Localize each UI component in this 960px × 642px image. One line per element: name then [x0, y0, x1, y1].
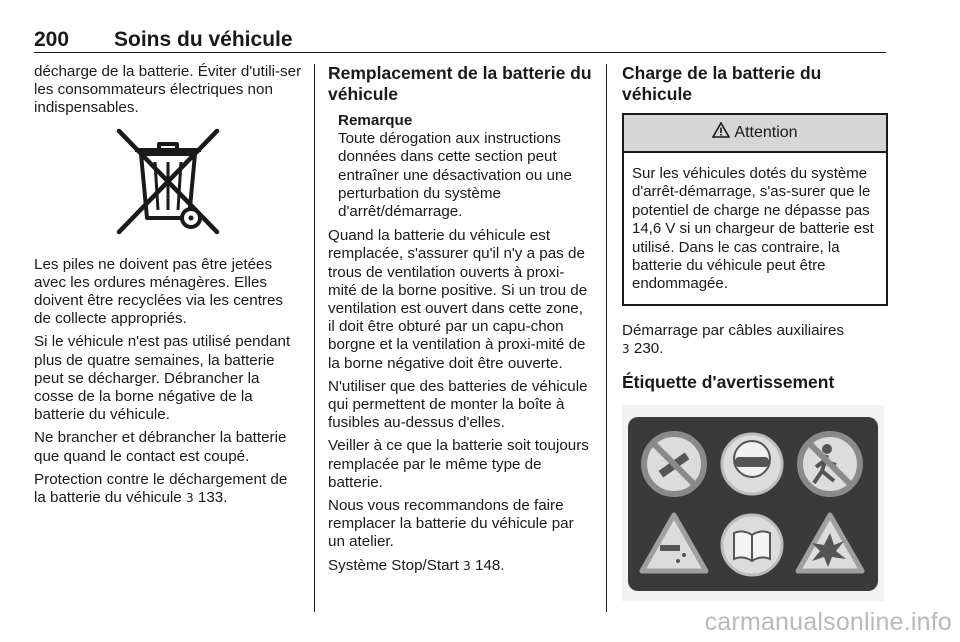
section-title: Soins du véhicule — [114, 28, 293, 51]
paragraph-text: Système Stop/Start — [328, 556, 459, 574]
section-heading: Étiquette d'avertissement — [622, 372, 835, 393]
crossed-out-bin-icon — [34, 126, 302, 238]
page-reference[interactable]: 230. — [633, 340, 664, 358]
attention-header — [624, 115, 886, 153]
page-number: 200 — [34, 28, 70, 51]
paragraph: Si le véhicule n'est pas utilisé pendant plus de quatre semaines, la batterie peut se décharger. Débrancher la cosse de la borne négative de la batterie du véhicule. — [34, 333, 291, 424]
column-divider-2 — [606, 64, 607, 612]
header-rule — [34, 52, 886, 53]
page-reference[interactable]: 148. — [474, 556, 505, 574]
attention-box — [622, 113, 888, 306]
page-reference-symbol: 3 — [463, 558, 471, 573]
paragraph: décharge de la batterie. Éviter d'utili-ser les consommateurs électriques non indispensables. — [34, 63, 302, 117]
paragraph: Veiller à ce que la batterie soit toujours remplacée par le même type de batterie. — [328, 437, 589, 491]
paragraph: Les piles ne doivent pas être jetées avec les ordures ménagères. Elles doivent être recyclées via les centres de collecte appropriés. — [34, 255, 284, 328]
paragraph: Nous vous recommandons de faire remplacer la batterie du véhicule par un atelier. — [328, 497, 574, 551]
page-reference-symbol: 3 — [622, 342, 630, 357]
attention-body: Sur les véhicules dotés du système d'arrêt-démarrage, s'as-surer que le potentiel de charge ne dépasse pas 14,6 V si un chargeur de batterie est utilisé. Dans le cas contraire, la batterie du véhicule peut être endommagée. — [632, 165, 874, 293]
column-left — [34, 63, 302, 512]
battery-warning-label-image — [622, 405, 888, 606]
warning-triangle-icon — [712, 122, 730, 143]
remark-box — [328, 112, 592, 221]
read-manual-icon — [722, 515, 782, 575]
column-divider-1 — [314, 64, 315, 612]
paragraph: N'utiliser que des batteries de véhicule qui permettent de monter la boîte à fusibles au-dessus d'elles. — [328, 377, 588, 432]
eye-protection-icon — [722, 434, 782, 494]
remark-title: Remarque — [338, 112, 413, 129]
section-heading: Remplacement de la batterie du véhicule — [328, 63, 592, 104]
page-header — [34, 28, 886, 54]
paragraph-with-reference — [34, 471, 302, 507]
watermark: carmanualsonline.info — [704, 608, 952, 636]
no-smoking-fire-icon — [644, 434, 704, 494]
paragraph-with-reference — [328, 557, 592, 575]
column-middle — [328, 63, 592, 580]
paragraph: Quand la batterie du véhicule est remplacée, s'assurer qu'il n'y a pas de trous de ventilation ouverts à proxi-mité de la borne positive. Si un trou de ventilation est ouvert dans cette zone, il doit être obturé par un capu-chon borgne et la ventilation à proxi-mité de la borne négative doit être ouverte. — [328, 227, 588, 372]
paragraph-text: Démarrage par câbles auxiliaires — [622, 321, 845, 339]
page-reference-symbol: 3 — [186, 491, 194, 506]
attention-label: Attention — [734, 123, 798, 141]
page-reference[interactable]: 133. — [197, 489, 228, 507]
paragraph: Ne brancher et débrancher la batterie que quand le contact est coupé. — [34, 429, 287, 465]
remark-body: Toute dérogation aux instructions données dans cette section peut entraîner une désactivation ou une perturbation du système d'arrêt/démarrage. — [338, 130, 572, 221]
section-heading: Charge de la batterie du véhicule — [622, 63, 822, 104]
column-right — [622, 63, 888, 606]
paragraph-with-reference — [622, 322, 888, 358]
keep-children-away-icon — [800, 434, 860, 494]
paragraph-text: Protection contre le déchargement de la batterie du véhicule — [34, 470, 288, 507]
